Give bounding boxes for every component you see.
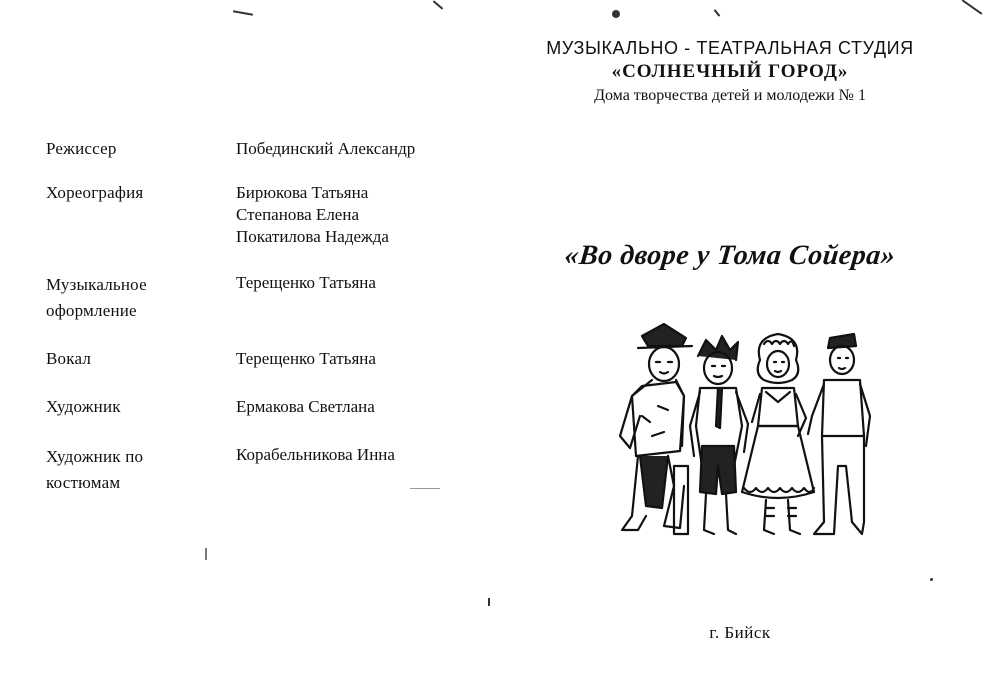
children-illustration [602, 316, 872, 546]
scan-mark [410, 488, 440, 489]
scan-mark [612, 10, 620, 18]
credit-name: Ермакова Светлана [236, 397, 375, 416]
credit-name: Степанова Елена [236, 205, 359, 224]
scan-mark [714, 9, 721, 16]
credit-role: Художник [46, 397, 121, 416]
studio-name: «СОЛНЕЧНЫЙ ГОРОД» [611, 61, 849, 82]
studio-header [520, 36, 940, 108]
credit-names [236, 444, 486, 466]
studio-type: МУЗЫКАЛЬНО - ТЕАТРАЛЬНАЯ СТУДИЯ [546, 38, 914, 58]
boy-in-hat-figure [620, 324, 692, 534]
institution-name: Дома творчества детей и молодежи № 1 [594, 87, 866, 104]
credit-names [236, 182, 486, 248]
credit-names [236, 138, 486, 160]
credit-role: Вокал [46, 349, 92, 368]
scan-mark [930, 578, 933, 581]
credit-name: Терещенко Татьяна [236, 349, 376, 368]
girl-figure [742, 334, 814, 534]
credit-role: Режиссер [46, 139, 117, 158]
credit-names [236, 348, 486, 370]
boy-in-tie-figure [690, 336, 748, 534]
credit-names [236, 272, 486, 294]
scan-mark [205, 548, 207, 560]
credit-name: Бирюкова Татьяна [236, 183, 369, 202]
play-title: «Во дворе у Тома Сойера» [563, 240, 897, 271]
boy-in-cap-figure [808, 334, 870, 534]
credit-name: Покатилова Надежда [236, 227, 389, 246]
scan-mark [962, 0, 983, 15]
scan-mark [433, 0, 443, 9]
credit-name: Терещенко Татьяна [236, 273, 376, 292]
scan-mark [233, 10, 253, 15]
credit-names [236, 396, 486, 418]
credit-name: Побединский Александр [236, 139, 416, 158]
city-name: г. Бийск [709, 623, 771, 642]
credit-name: Корабельникова Инна [236, 445, 395, 464]
credit-role: Художник по костюмам [46, 447, 144, 492]
scan-mark [488, 598, 490, 606]
credit-role: Хореография [46, 183, 144, 202]
credit-role: Музыкальное оформление [46, 275, 147, 320]
